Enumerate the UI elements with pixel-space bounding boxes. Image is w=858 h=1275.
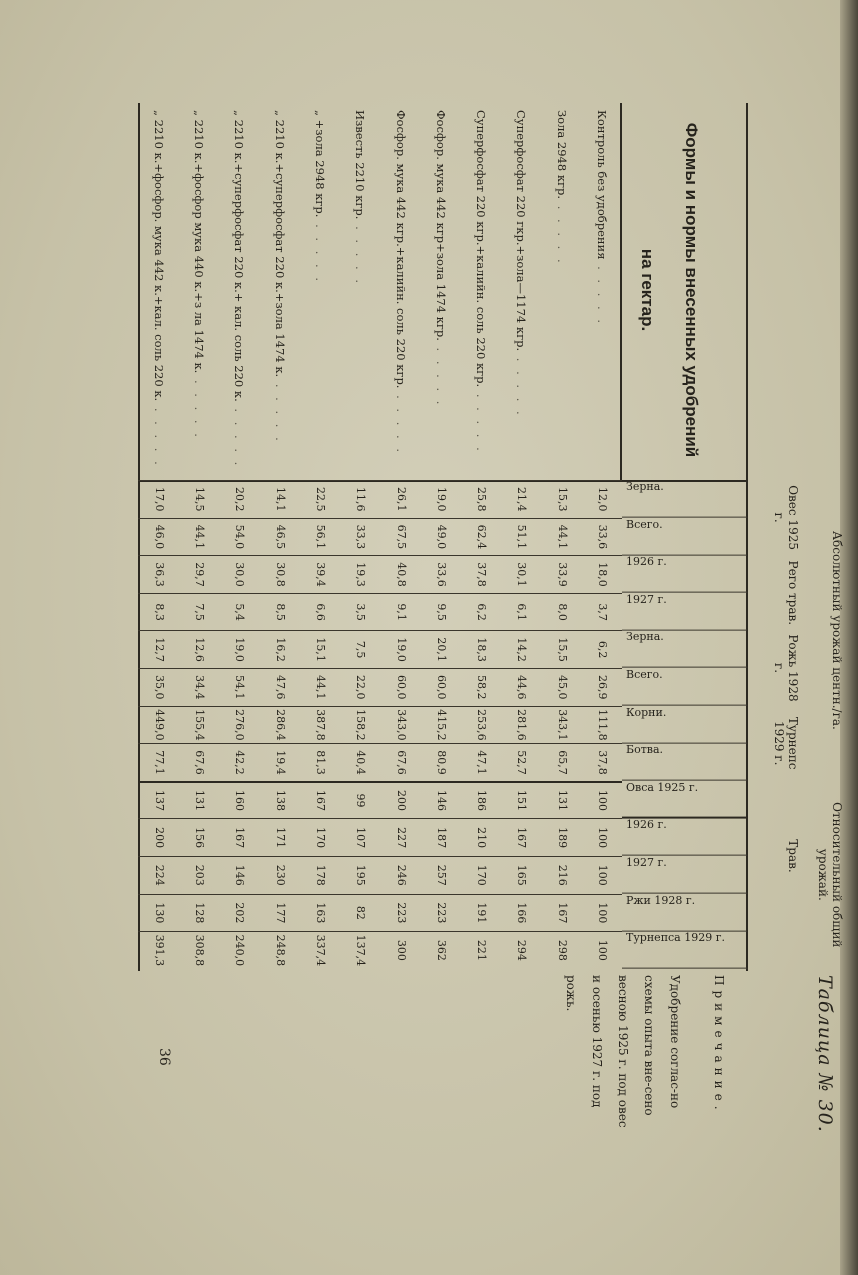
table-cell: 56,1	[300, 518, 340, 556]
row-label-text: 2210 к.+фосфор мука 440 к.+з ла 1474 к.	[192, 119, 207, 374]
table-cell: 195	[340, 856, 380, 894]
table-cell: 15,3	[541, 480, 581, 518]
table-cell: 33,6	[421, 555, 461, 593]
group-turnip: Турнепс 1929 г.	[772, 716, 800, 770]
table-cell: 253,6	[461, 706, 501, 744]
table-cell: 40,4	[340, 743, 380, 781]
table-cell: 449,0	[138, 706, 178, 744]
table-cell: 391,3	[138, 931, 178, 969]
column-label: Овса 1925 г.	[622, 781, 748, 819]
table-cell: 12,7	[138, 630, 178, 668]
table-cell: 221	[461, 931, 501, 969]
table-cell: 22,5	[300, 480, 340, 518]
table-cell: 45,0	[541, 668, 581, 706]
table-cell: 20,2	[219, 480, 259, 518]
table-cell: 37,8	[461, 555, 501, 593]
table-cell: 387,8	[300, 706, 340, 744]
table-title: Таблица № 30.	[814, 975, 836, 1133]
leader-dots: . . . . .	[393, 388, 408, 456]
table-cell: 3,5	[340, 593, 380, 631]
table-cell: 33,6	[582, 518, 622, 556]
header-absolute-yield: Абсолютный урожай центн./га.	[830, 530, 844, 730]
table-cell: 187	[421, 818, 461, 856]
page-number: 36	[156, 1048, 172, 1066]
table-cell: 65,7	[541, 743, 581, 781]
column-label: Корни.	[622, 706, 748, 744]
table-cell: 100	[582, 894, 622, 932]
table-cell: 151	[501, 781, 541, 819]
table-cell: 17,0	[138, 480, 178, 518]
row-label-text: +зола 2948 кгр.	[312, 119, 327, 218]
table-cell: 216	[541, 856, 581, 894]
column-label: Зерна.	[622, 480, 748, 518]
table-cell: 37,8	[582, 743, 622, 781]
leader-dots: . . . . .	[272, 377, 287, 444]
table-cell: 30,0	[219, 555, 259, 593]
table-cell: 100	[582, 856, 622, 894]
table-cell: 203	[179, 856, 219, 894]
table-cell: 60,0	[421, 668, 461, 706]
table-cell: 12,0	[582, 480, 622, 518]
column-label: 1926 г.	[622, 818, 748, 856]
table-cell: 200	[138, 818, 178, 856]
table-cell: 42,2	[219, 743, 259, 781]
table-cell: 276,0	[219, 706, 259, 744]
row-label-prefix: „	[232, 110, 247, 120]
table-cell: 30,1	[501, 555, 541, 593]
table-cell: 20,1	[421, 630, 461, 668]
table-cell: 165	[501, 856, 541, 894]
column-label: Всего.	[622, 668, 748, 706]
table-cell: 186	[461, 781, 501, 819]
notes-header: Примечание.	[712, 975, 726, 1115]
table-cell: 7,5	[179, 593, 219, 631]
table-cell: 100	[582, 781, 622, 819]
table-cell: 8,5	[259, 593, 299, 631]
column-label: Всего.	[622, 518, 748, 556]
table-cell: 131	[179, 781, 219, 819]
table-cell: 19,0	[380, 630, 420, 668]
column-label: Ржи 1928 г.	[622, 894, 748, 932]
group-relative-grass: Трав.	[786, 839, 800, 873]
table-cell: 286,4	[259, 706, 299, 744]
table-heading	[625, 120, 713, 460]
row-label	[501, 110, 541, 480]
table-cell: 281,6	[501, 706, 541, 744]
table-cell: 62,4	[461, 518, 501, 556]
column-label: Ботва.	[622, 743, 748, 781]
row-label-text: Фосфор. мука 442 кгр+зола 1474 кгр.	[433, 110, 448, 341]
table-cell: 44,1	[179, 518, 219, 556]
row-label-text: Фосфор. мука 442 кгр.+калийн. соль 220 кгр.	[393, 110, 408, 389]
table-cell: 60,0	[380, 668, 420, 706]
row-label-text: Суперфосфат 220 гкр.+зола—1174 кгр.	[514, 110, 529, 352]
table-cell: 82	[340, 894, 380, 932]
leader-dots: . . . . .	[595, 259, 609, 327]
table-cell: 15,5	[541, 630, 581, 668]
row-label	[179, 110, 219, 480]
table-cell: 81,3	[300, 743, 340, 781]
row-label-text: Зола 2948 кгр.	[554, 110, 569, 200]
table-cell: 19,3	[340, 555, 380, 593]
table-cell: 8,0	[541, 593, 581, 631]
table-cell: 167	[219, 818, 259, 856]
table-cell: 15,1	[300, 630, 340, 668]
table-cell: 47,1	[461, 743, 501, 781]
table-cell: 36,3	[138, 555, 178, 593]
notes-text: Удобрение соглас-но схемы опыта вне-сено весною 1925 г. под овес и осенью 1927 г. под рожь.	[564, 975, 682, 1128]
table-cell: 146	[219, 856, 259, 894]
table-cell: 18,0	[582, 555, 622, 593]
leader-dots: . . . . .	[353, 219, 368, 287]
table-cell: 7,5	[340, 630, 380, 668]
table-heading-line1: Формы и нормы внесенных удобрений	[682, 122, 701, 458]
table-cell: 29,7	[179, 555, 219, 593]
table-cell: 52,7	[501, 743, 541, 781]
table-cell: 362	[421, 931, 461, 969]
table-cell: 47,6	[259, 668, 299, 706]
row-label-text: 2210 к.+суперфосфат 220 к.+ кал. соль 220 к.	[232, 119, 247, 402]
column-label: 1926 г.	[622, 555, 748, 593]
table-cell: 248,8	[259, 931, 299, 969]
data-grid	[138, 480, 748, 970]
table-cell: 166	[501, 894, 541, 932]
table-cell: 21,4	[501, 480, 541, 518]
column-label: Турнепса 1929 г.	[622, 931, 748, 969]
table-cell: 138	[259, 781, 299, 819]
table-cell: 155,4	[179, 706, 219, 744]
table-cell: 26,9	[582, 668, 622, 706]
leader-dots: . . . . .	[554, 199, 569, 266]
row-labels	[138, 110, 622, 480]
table-cell: 54,1	[219, 668, 259, 706]
table-cell: 223	[380, 894, 420, 932]
table-cell: 9,5	[421, 593, 461, 631]
row-label-text: Известь 2210 кгр.	[353, 110, 368, 220]
row-label	[380, 110, 420, 480]
table-cell: 170	[461, 856, 501, 894]
table-cell: 51,1	[501, 518, 541, 556]
table-cell: 202	[219, 894, 259, 932]
table-cell: 8,3	[138, 593, 178, 631]
table-cell: 240,0	[219, 931, 259, 969]
table-cell: 337,4	[300, 931, 340, 969]
table-cell: 177	[259, 894, 299, 932]
table-cell: 40,8	[380, 555, 420, 593]
row-label-prefix: „	[151, 110, 166, 120]
table-cell: 6,6	[300, 593, 340, 631]
table-cell: 14,1	[259, 480, 299, 518]
row-label	[259, 110, 299, 480]
row-label-text: 2210 к.+фосфор. мука 442 к.+кал. соль 220 к.	[151, 119, 166, 402]
table-cell: 19,0	[219, 630, 259, 668]
table-cell: 343,0	[380, 706, 420, 744]
table-cell: 210	[461, 818, 501, 856]
table-cell: 223	[421, 894, 461, 932]
table-cell: 107	[340, 818, 380, 856]
table-cell: 99	[340, 781, 380, 819]
table-cell: 257	[421, 856, 461, 894]
leader-dots: . . . . .	[433, 340, 448, 408]
leader-dots: . . . . .	[232, 401, 247, 469]
table-cell: 44,1	[300, 668, 340, 706]
table-cell: 6,2	[461, 593, 501, 631]
table-cell: 111,8	[582, 706, 622, 744]
table-cell: 146	[421, 781, 461, 819]
column-label: 1927 г.	[622, 856, 748, 894]
leader-dots: . . . . .	[474, 387, 489, 454]
table-cell: 30,8	[259, 555, 299, 593]
table-cell: 3,7	[582, 593, 622, 631]
table-cell: 14,5	[179, 480, 219, 518]
table-cell: 415,2	[421, 706, 461, 744]
table-cell: 33,3	[340, 518, 380, 556]
row-label-prefix: „	[272, 110, 287, 120]
table-cell: 160	[219, 781, 259, 819]
row-label	[340, 110, 380, 480]
table-cell: 22,0	[340, 668, 380, 706]
table-cell: 54,0	[219, 518, 259, 556]
table-cell: 300	[380, 931, 420, 969]
table-cell: 171	[259, 818, 299, 856]
table-cell: 156	[179, 818, 219, 856]
table-cell: 128	[179, 894, 219, 932]
table-cell: 167	[541, 894, 581, 932]
table-cell: 100	[582, 931, 622, 969]
table-cell: 16,2	[259, 630, 299, 668]
table-cell: 67,5	[380, 518, 420, 556]
table-cell: 26,1	[380, 480, 420, 518]
table-cell: 230	[259, 856, 299, 894]
table-cell: 246	[380, 856, 420, 894]
table-cell: 6,1	[501, 593, 541, 631]
table-cell: 49,0	[421, 518, 461, 556]
table-cell: 33,9	[541, 555, 581, 593]
row-label-prefix: „	[312, 110, 327, 120]
row-label	[421, 110, 461, 480]
table-cell: 35,0	[138, 668, 178, 706]
table-cell: 298	[541, 931, 581, 969]
leader-dots: . . . . .	[192, 373, 207, 440]
row-label-text: 2210 к.+суперфосфат 220 к.+зола 1474 к.	[272, 119, 287, 378]
table-cell: 25,8	[461, 480, 501, 518]
row-label-prefix: „	[192, 110, 207, 120]
table-cell: 11,6	[340, 480, 380, 518]
table-cell: 167	[501, 818, 541, 856]
table-cell: 34,4	[179, 668, 219, 706]
table-cell: 6,2	[582, 630, 622, 668]
table-cell: 5,4	[219, 593, 259, 631]
table-cell: 224	[138, 856, 178, 894]
table-cell: 67,6	[179, 743, 219, 781]
group-oats: Овес 1925 г.	[772, 485, 800, 550]
table-heading-line2: на гектар.	[638, 248, 657, 332]
table-cell: 80,9	[421, 743, 461, 781]
leader-dots: . . . . .	[151, 401, 166, 468]
row-label	[219, 110, 259, 480]
table-cell: 137,4	[340, 931, 380, 969]
table-cell: 44,6	[501, 668, 541, 706]
table-cell: 158,2	[340, 706, 380, 744]
table-cell: 44,1	[541, 518, 581, 556]
row-label	[138, 110, 178, 480]
leader-dots: . . . . .	[312, 217, 327, 284]
table-cell: 343,1	[541, 706, 581, 744]
table-cell: 46,5	[259, 518, 299, 556]
table-cell: 137	[138, 781, 178, 819]
row-label	[541, 110, 581, 480]
table-cell: 227	[380, 818, 420, 856]
table-cell: 67,6	[380, 743, 420, 781]
table-cell: 189	[541, 818, 581, 856]
table-cell: 39,4	[300, 555, 340, 593]
table-cell: 12,6	[179, 630, 219, 668]
table-cell: 19,4	[259, 743, 299, 781]
table-cell: 130	[138, 894, 178, 932]
table-cell: 163	[300, 894, 340, 932]
table-cell: 100	[582, 818, 622, 856]
group-grass: Рего трав.	[786, 560, 800, 626]
table-cell: 14,2	[501, 630, 541, 668]
row-label	[300, 110, 340, 480]
table-cell: 308,8	[179, 931, 219, 969]
table-cell: 58,2	[461, 668, 501, 706]
row-label	[582, 110, 622, 480]
group-rye: Рожь 1928 г.	[772, 634, 800, 702]
table-cell: 167	[300, 781, 340, 819]
header-relative-yield: Относительный общий урожай.	[816, 802, 844, 948]
table-cell: 46,0	[138, 518, 178, 556]
table-cell: 9,1	[380, 593, 420, 631]
table-cell: 170	[300, 818, 340, 856]
table-cell: 131	[541, 781, 581, 819]
row-label-text: Контроль без удобрения	[595, 110, 609, 260]
table-cell: 19,0	[421, 480, 461, 518]
row-label-text: Суперфосфат 220 кгр.+калийн. соль 220 кгр.	[474, 110, 489, 388]
table-cell: 200	[380, 781, 420, 819]
table-cell: 294	[501, 931, 541, 969]
table-cell: 77,1	[138, 743, 178, 781]
table-cell: 178	[300, 856, 340, 894]
leader-dots: . . . . .	[514, 351, 529, 418]
column-label: Зерна.	[622, 630, 748, 668]
column-label: 1927 г.	[622, 593, 748, 631]
row-label	[461, 110, 501, 480]
table-cell: 18,3	[461, 630, 501, 668]
table-cell: 191	[461, 894, 501, 932]
